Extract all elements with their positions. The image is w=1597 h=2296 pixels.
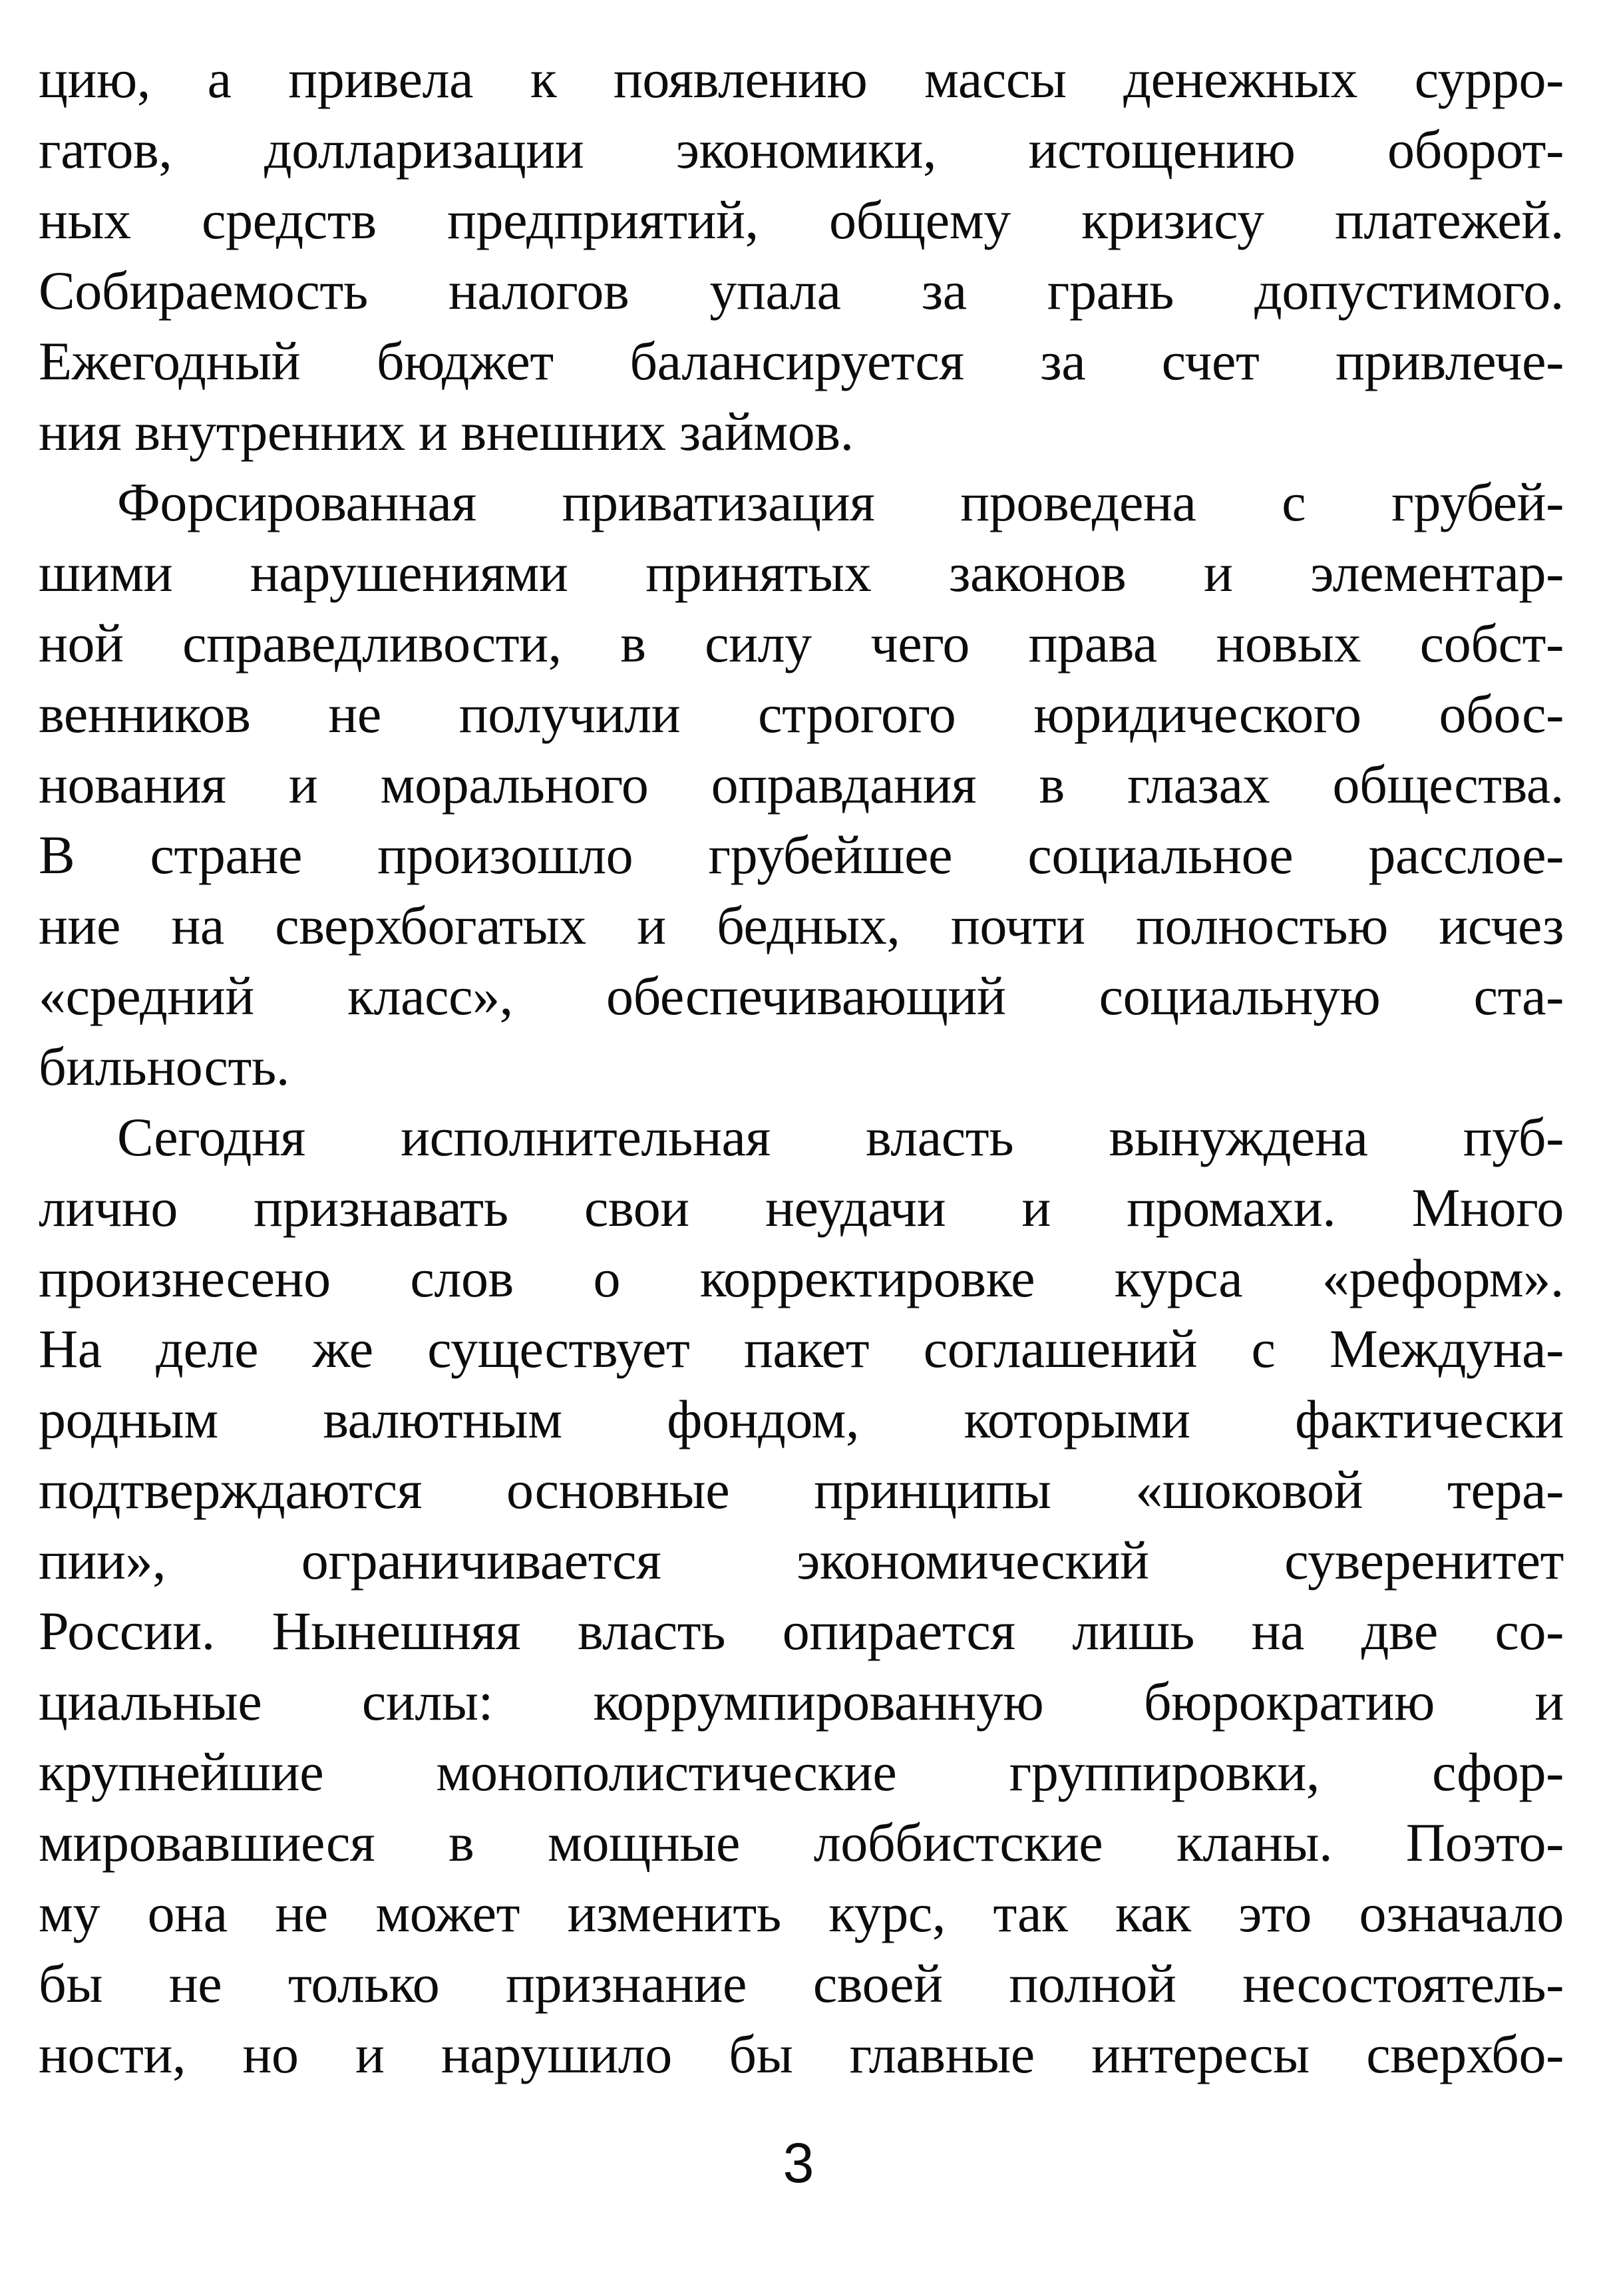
- text-line: гатов, долларизации экономики, истощению оборот-: [39, 119, 1564, 180]
- text-line: циальные силы: коррумпированную бюрократию и: [39, 1671, 1564, 1732]
- text-line: Ежегодный бюджет балансируется за счет привлече-: [39, 331, 1564, 391]
- text-line: родным валютным фондом, которыми фактически: [39, 1389, 1564, 1449]
- text-line: нования и морального оправдания в глазах общества.: [39, 754, 1564, 815]
- text-line: На деле же существует пакет соглашений с Междуна-: [39, 1318, 1564, 1379]
- text-line: ности, но и нарушило бы главные интересы сверхбо-: [39, 2024, 1564, 2084]
- text-line: ния внутренних и внешних займов.: [39, 401, 854, 462]
- text-line: венников не получили строгого юридического обос-: [39, 683, 1564, 744]
- text-line: му она не может изменить курс, так как это означало: [39, 1883, 1564, 1943]
- text-line: ных средств предприятий, общему кризису платежей.: [39, 190, 1564, 250]
- page-number: 3: [783, 2132, 814, 2194]
- text-line: лично признавать свои неудачи и промахи. Много: [39, 1177, 1564, 1238]
- text-line: бы не только признание своей полной несостоятель-: [39, 1953, 1564, 2014]
- text-line: В стране произошло грубейшее социальное расслое-: [39, 825, 1564, 885]
- text-line: ной справедливости, в силу чего права новых собст-: [39, 613, 1564, 673]
- text-line: бильность.: [39, 1036, 289, 1097]
- text-line: Сегодня исполнительная власть вынуждена пуб-: [117, 1107, 1564, 1167]
- text-line: Форсированная приватизация проведена с грубей-: [117, 472, 1564, 532]
- text-line: пии», ограничивается экономический суверенитет: [39, 1530, 1564, 1591]
- text-line: «средний класс», обеспечивающий социальную ста-: [39, 966, 1564, 1026]
- text-line: России. Нынешняя власть опирается лишь на две со-: [39, 1601, 1564, 1661]
- paragraph: [39, 1102, 1564, 2090]
- text-line: Собираемость налогов упала за грань допустимого.: [39, 260, 1564, 321]
- text-line: шими нарушениями принятых законов и элементар-: [39, 542, 1564, 603]
- text-line: крупнейшие монополистические группировки, сфор-: [39, 1742, 1564, 1802]
- body-text: [39, 44, 1564, 2090]
- text-line: мировавшиеся в мощные лоббистские кланы. Поэто-: [39, 1812, 1564, 1873]
- text-line: произнесено слов о корректировке курса «реформ».: [39, 1248, 1564, 1308]
- paragraph: [39, 467, 1564, 1102]
- text-line: подтверждаются основные принципы «шоковой тера-: [39, 1459, 1564, 1520]
- text-line: цию, а привела к появлению массы денежных сурро-: [39, 49, 1564, 109]
- text-line: ние на сверхбогатых и бедных, почти полностью исчез: [39, 895, 1564, 956]
- paragraph: [39, 44, 1564, 467]
